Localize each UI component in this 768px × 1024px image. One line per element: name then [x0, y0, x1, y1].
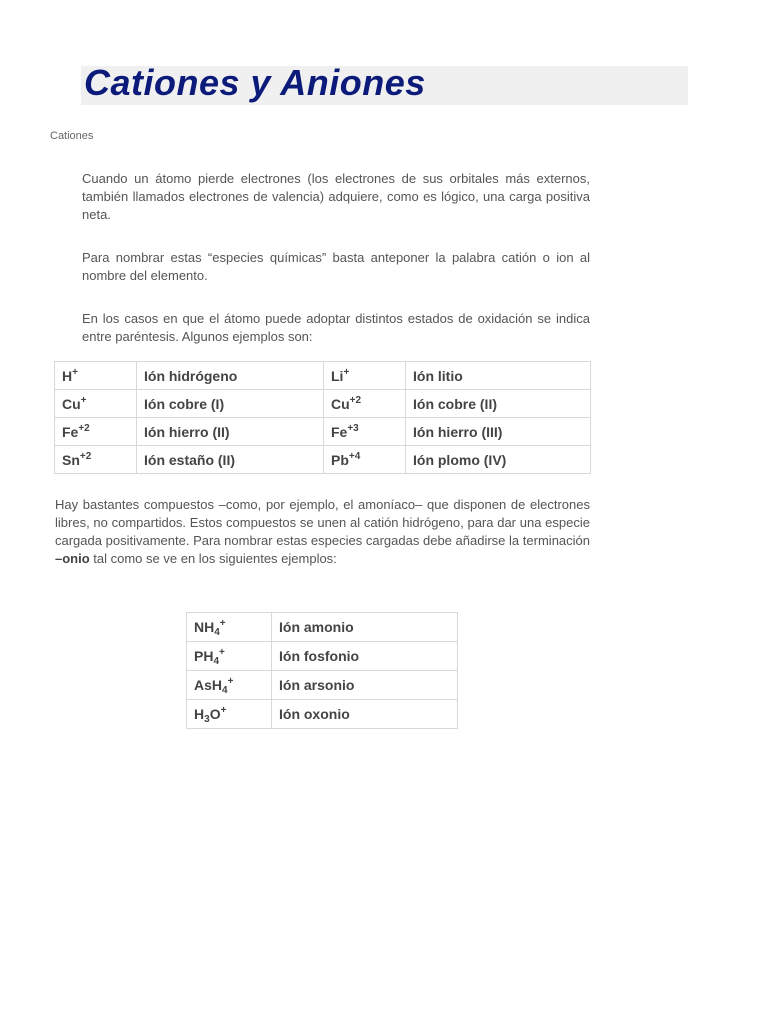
table-row	[55, 418, 591, 446]
ion-formula-cell	[187, 642, 272, 671]
ion-name: Ión hierro (II)	[137, 418, 324, 446]
ion-charge: +	[227, 676, 234, 687]
formula-base: PH	[194, 648, 214, 664]
cation-table	[54, 361, 591, 474]
table-row	[55, 390, 591, 418]
onium-table	[186, 612, 458, 729]
formula-tail: O	[209, 706, 221, 722]
paragraph-4-tail: tal como se ve en los siguientes ejemplos:	[89, 551, 337, 566]
ion-formula-cell	[187, 613, 272, 642]
ion-name: Ión litio	[406, 362, 591, 390]
table-row	[187, 642, 458, 671]
ion-formula-cell	[187, 700, 272, 729]
ion-name: Ión cobre (I)	[137, 390, 324, 418]
ion-name: Ión hidrógeno	[137, 362, 324, 390]
ion-charge: +2	[79, 450, 92, 462]
paragraph-3: En los casos en que el átomo puede adoptar distintos estados de oxidación se indica entre paréntesis. Algunos ejemplos son:	[82, 311, 590, 344]
ion-charge: +3	[347, 422, 359, 434]
ion-symbol-cell	[55, 390, 137, 418]
ion-symbol-cell	[324, 418, 406, 446]
ion-symbol: Li	[331, 367, 344, 384]
ion-symbol: Pb	[331, 451, 349, 468]
table-row	[55, 446, 591, 474]
ion-symbol-cell	[55, 446, 137, 474]
section-label: Cationes	[50, 130, 94, 142]
paragraph-1: Cuando un átomo pierde electrones (los electrones de sus orbitales más externos, también llamados electrones de valencia) adquiere, como es lógico, una carga positiva neta.	[82, 171, 590, 222]
ion-charge: +4	[348, 450, 361, 462]
ion-symbol: Sn	[62, 451, 80, 468]
ion-name: Ión estaño (II)	[137, 446, 324, 474]
ion-charge: +2	[349, 394, 362, 406]
formula-subscript: 4	[214, 627, 220, 638]
table-row	[187, 671, 458, 700]
ion-charge: +	[220, 705, 227, 716]
table-row	[55, 362, 591, 390]
formula-subscript: 4	[222, 685, 228, 696]
ion-name: Ión arsonio	[272, 671, 458, 700]
ion-symbol: H	[62, 367, 73, 384]
page-title: Cationes y Aniones	[84, 62, 426, 103]
formula-base: AsH	[194, 677, 223, 693]
ion-name: Ión hierro (III)	[406, 418, 591, 446]
formula-base: NH	[194, 619, 215, 635]
ion-name: Ión cobre (II)	[406, 390, 591, 418]
ion-symbol: Fe	[62, 423, 79, 440]
paragraph-2: Para nombrar estas “especies químicas” basta anteponer la palabra catión o ion al nombre del elemento.	[82, 250, 590, 283]
ion-symbol: Fe	[331, 423, 348, 440]
table-row	[187, 700, 458, 729]
paragraph-4	[55, 496, 590, 568]
ion-formula-cell	[187, 671, 272, 700]
onio-suffix: –onio	[55, 551, 90, 566]
ion-name: Ión oxonio	[272, 700, 458, 729]
ion-symbol-cell	[324, 362, 406, 390]
paragraph-4-text: Hay bastantes compuestos –como, por ejemplo, el amoníaco– que disponen de electrones libres, no compartidos. Estos compuestos se unen al catión hidrógeno, para dar una especie cargada positivamente. Para nombrar estas especies cargadas debe añadirse la terminación	[55, 497, 590, 548]
ion-charge: +	[80, 394, 87, 406]
ion-name: Ión amonio	[272, 613, 458, 642]
ion-symbol-cell	[55, 362, 137, 390]
ion-charge: +	[219, 618, 226, 629]
formula-subscript: 4	[213, 656, 220, 667]
ion-charge: +	[343, 366, 350, 378]
formula-subscript: 3	[204, 714, 210, 725]
ion-name: Ión fosfonio	[272, 642, 458, 671]
ion-symbol-cell	[324, 446, 406, 474]
ion-symbol-cell	[55, 418, 137, 446]
ion-charge: +2	[78, 422, 90, 434]
ion-symbol: Cu	[62, 395, 81, 412]
ion-charge: +	[219, 647, 225, 658]
ion-symbol: Cu	[331, 395, 350, 412]
ion-symbol-cell	[324, 390, 406, 418]
formula-base: H	[194, 706, 205, 722]
ion-name: Ión plomo (IV)	[406, 446, 591, 474]
table-row	[187, 613, 458, 642]
ion-charge: +	[72, 366, 78, 378]
